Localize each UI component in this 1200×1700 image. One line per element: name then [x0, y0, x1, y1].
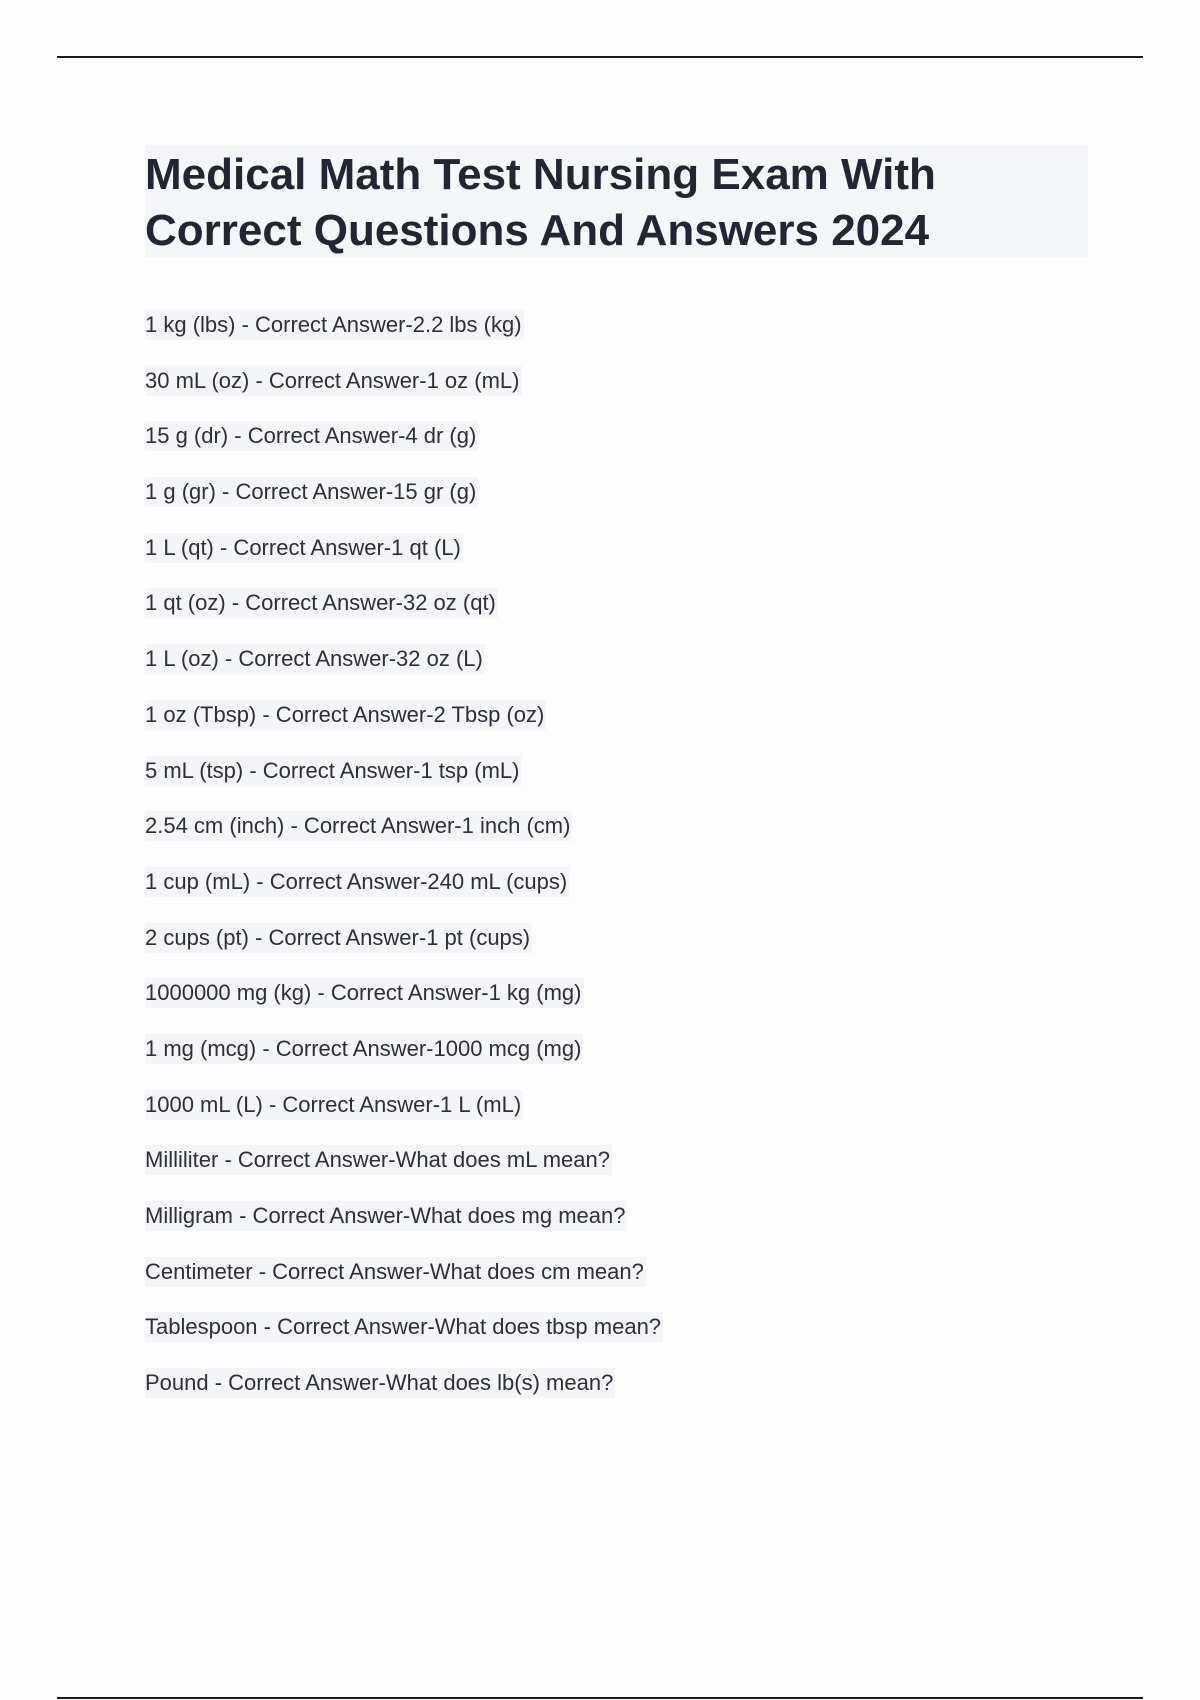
qa-item: [145, 923, 1088, 979]
qa-item: [145, 644, 1088, 700]
qa-item: [145, 1201, 1088, 1257]
qa-text: 5 mL (tsp) - Correct Answer-1 tsp (mL): [145, 756, 521, 786]
qa-item: [145, 366, 1088, 422]
bottom-divider: [57, 1697, 1143, 1699]
qa-text: Tablespoon - Correct Answer-What does tbsp mean?: [145, 1312, 663, 1342]
qa-item: [145, 756, 1088, 812]
qa-text: 1 g (gr) - Correct Answer-15 gr (g): [145, 477, 478, 507]
qa-text: 1 cup (mL) - Correct Answer-240 mL (cups): [145, 867, 569, 897]
qa-item: [145, 1145, 1088, 1201]
qa-text: 30 mL (oz) - Correct Answer-1 oz (mL): [145, 366, 522, 396]
qa-item: [145, 1090, 1088, 1146]
qa-text: Centimeter - Correct Answer-What does cm mean?: [145, 1257, 646, 1287]
qa-item: [145, 700, 1088, 756]
qa-text: 1 L (qt) - Correct Answer-1 qt (L): [145, 533, 463, 563]
qa-item: [145, 421, 1088, 477]
qa-text: 1000 mL (L) - Correct Answer-1 L (mL): [145, 1090, 523, 1120]
qa-item: [145, 867, 1088, 923]
top-divider: [57, 56, 1143, 58]
qa-item: [145, 1034, 1088, 1090]
qa-item: [145, 477, 1088, 533]
qa-text: 15 g (dr) - Correct Answer-4 dr (g): [145, 421, 478, 451]
qa-text: 1000000 mg (kg) - Correct Answer-1 kg (mg): [145, 978, 584, 1008]
qa-text: 1 oz (Tbsp) - Correct Answer-2 Tbsp (oz): [145, 700, 546, 730]
qa-item: [145, 310, 1088, 366]
qa-item: [145, 1368, 1088, 1424]
qa-text: 1 L (oz) - Correct Answer-32 oz (L): [145, 644, 485, 674]
qa-text: 1 qt (oz) - Correct Answer-32 oz (qt): [145, 588, 498, 618]
qa-item: [145, 1257, 1088, 1313]
qa-list: [145, 310, 1088, 1424]
qa-text: 2 cups (pt) - Correct Answer-1 pt (cups): [145, 923, 532, 953]
qa-text: 1 kg (lbs) - Correct Answer-2.2 lbs (kg): [145, 310, 524, 340]
qa-item: [145, 978, 1088, 1034]
title-block: [145, 145, 1088, 257]
qa-text: Milliliter - Correct Answer-What does mL mean?: [145, 1145, 612, 1175]
qa-item: [145, 588, 1088, 644]
document-title: Medical Math Test Nursing Exam With Correct Questions And Answers 2024: [145, 150, 936, 255]
qa-item: [145, 533, 1088, 589]
qa-text: 1 mg (mcg) - Correct Answer-1000 mcg (mg): [145, 1034, 583, 1064]
qa-item: [145, 1312, 1088, 1368]
qa-text: 2.54 cm (inch) - Correct Answer-1 inch (cm): [145, 811, 572, 841]
qa-text: Pound - Correct Answer-What does lb(s) mean?: [145, 1368, 615, 1398]
qa-item: [145, 811, 1088, 867]
qa-text: Milligram - Correct Answer-What does mg mean?: [145, 1201, 627, 1231]
